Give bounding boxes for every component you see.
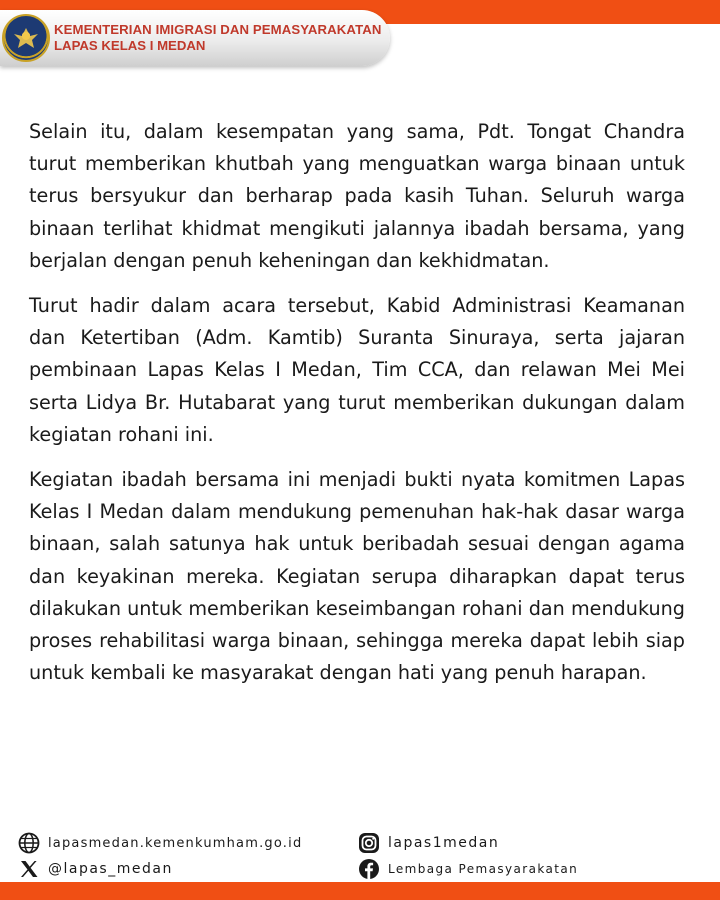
article-body xyxy=(29,116,685,702)
globe-icon xyxy=(18,832,40,854)
ministry-name: KEMENTERIAN IMIGRASI DAN PEMASYARAKATAN xyxy=(54,22,382,37)
instagram-handle: lapas1medan xyxy=(388,835,500,851)
x-logo-icon xyxy=(18,858,40,880)
instagram-icon xyxy=(358,832,380,854)
twitter-handle: @lapas_medan xyxy=(48,861,173,877)
website-text: lapasmedan.kemenkumham.go.id xyxy=(48,835,303,851)
paragraph: Kegiatan ibadah bersama ini menjadi bukti nyata komitmen Lapas Kelas I Medan dalam mendukung pemenuhan hak-hak dasar warga binaan, salah satunya hak untuk beribadah sesuai dengan agama dan keyakinan mereka. Kegiatan serupa diharapkan dapat terus dilakukan untuk memberikan keseimbangan rohani dan mendukung proses rehabilitasi warga binaan, sehingga mereka dapat lebih siap untuk kembali ke masyarakat dengan hati yang penuh harapan. xyxy=(29,468,685,685)
facebook-name: Lembaga Pemasyarakatan xyxy=(388,862,579,876)
twitter-link[interactable] xyxy=(18,858,173,880)
bottom-accent-bar xyxy=(0,882,720,900)
paragraph: Selain itu, dalam kesempatan yang sama, Pdt. Tongat Chandra turut memberikan khutbah yang menguatkan warga binaan untuk terus bersyukur dan berharap pada kasih Tuhan. Seluruh warga binaan terlihat khidmat mengikuti jalannya ibadah bersama, yang berjalan dengan penuh keheningan dan kekhidmatan. xyxy=(29,120,685,272)
garuda-emblem-icon xyxy=(2,14,50,62)
header-title-block xyxy=(54,22,382,54)
website-link[interactable] xyxy=(18,832,302,854)
instagram-link[interactable] xyxy=(358,832,499,854)
facebook-link[interactable] xyxy=(358,858,578,880)
facebook-icon xyxy=(358,858,380,880)
paragraph: Turut hadir dalam acara tersebut, Kabid Administrasi Keamanan dan Ketertiban (Adm. Kamtib) Suranta Sinuraya, serta jajaran pembinaan Lapas Kelas I Medan, Tim CCA, dan relawan Mei Mei serta Lidya Br. Hutabarat yang turut memberikan dukungan dalam kegiatan rohani ini. xyxy=(29,294,685,446)
institution-name: LAPAS KELAS I MEDAN xyxy=(54,38,206,53)
footer-contacts xyxy=(0,826,720,886)
